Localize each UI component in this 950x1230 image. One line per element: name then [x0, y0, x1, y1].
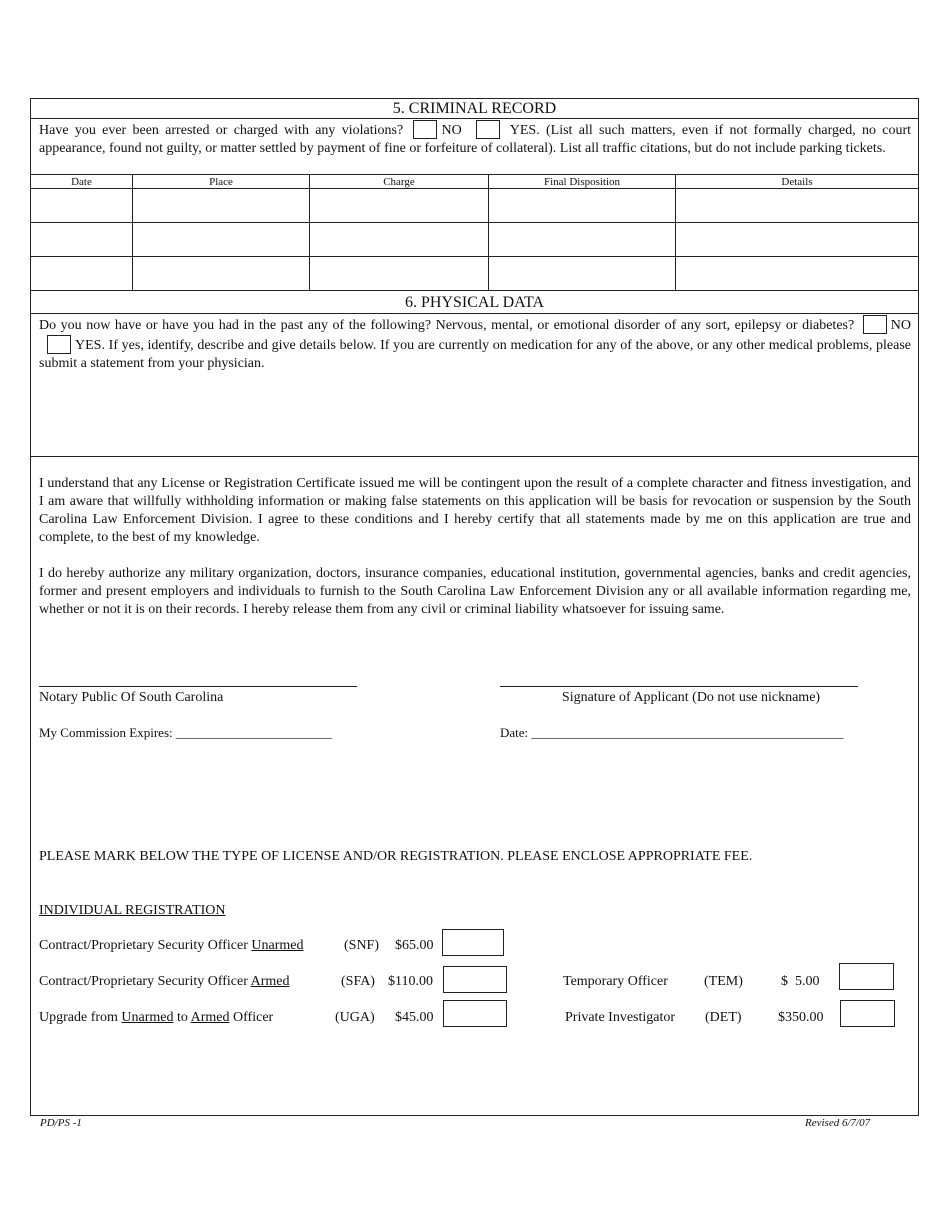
physical-no-checkbox[interactable] — [863, 315, 887, 334]
col-final-disposition: Final Disposition — [489, 175, 676, 189]
upgrade-label-post: Officer — [229, 1010, 274, 1025]
divider — [30, 456, 919, 457]
table-cell[interactable] — [133, 189, 310, 223]
divider — [30, 118, 919, 119]
understanding-statement: I understand that any License or Registration Certificate issued me will be contingent upon the result of a complete character and fitness investigation, and I am aware that willfully withholding information or making false statements on this application will be basis for revocation or suspension by the South Carolina Law Enforcement Division. I agree to these conditions and I hereby certify that all statements made by me on this application are true and complete, to the best of my knowledge. — [39, 476, 911, 545]
table-cell[interactable] — [676, 257, 919, 291]
physical-data-title: 6. PHYSICAL DATA — [404, 294, 545, 311]
table-cell[interactable] — [489, 189, 676, 223]
physical-question-block — [39, 315, 911, 373]
table-cell[interactable] — [676, 189, 919, 223]
date-row — [500, 725, 843, 741]
notary-label: Notary Public Of South Carolina — [39, 690, 224, 705]
upgrade-label-unarmed: Unarmed — [121, 1010, 174, 1025]
unarmed-label-word: Unarmed — [251, 938, 304, 953]
table-cell[interactable] — [133, 223, 310, 257]
table-cell[interactable] — [310, 189, 489, 223]
armed-code: (SFA) — [341, 974, 375, 989]
table-cell[interactable] — [310, 223, 489, 257]
unarmed-fee: $65.00 — [395, 938, 434, 953]
notary-signature-line[interactable] — [39, 686, 357, 687]
upgrade-label-mid: to — [173, 1010, 191, 1025]
criminal-no-label: NO — [441, 123, 462, 138]
armed-officer-label — [39, 974, 290, 990]
individual-registration-heading: INDIVIDUAL REGISTRATION — [39, 903, 226, 918]
criminal-question-block — [39, 120, 911, 158]
table-cell[interactable] — [133, 257, 310, 291]
unarmed-code: (SNF) — [344, 938, 380, 953]
divider — [30, 313, 919, 314]
investigator-checkbox[interactable] — [840, 1000, 895, 1027]
col-details: Details — [676, 175, 919, 189]
upgrade-code: (UGA) — [335, 1010, 375, 1025]
table-cell[interactable] — [489, 223, 676, 257]
unarmed-checkbox[interactable] — [442, 929, 504, 956]
table-cell[interactable] — [310, 257, 489, 291]
col-charge: Charge — [310, 175, 489, 189]
armed-fee: $110.00 — [388, 974, 433, 989]
armed-label-word: Armed — [250, 974, 290, 989]
upgrade-label-pre: Upgrade from — [39, 1010, 122, 1025]
table-cell[interactable] — [676, 223, 919, 257]
table-cell[interactable] — [31, 223, 133, 257]
table-cell[interactable] — [489, 257, 676, 291]
date-blank[interactable]: ________________________________________________ — [531, 725, 844, 740]
temporary-code: (TEM) — [704, 974, 743, 989]
criminal-record-title: 5. CRIMINAL RECORD — [392, 100, 557, 117]
physical-yes-checkbox[interactable] — [47, 335, 71, 354]
commission-label: My Commission Expires: — [39, 725, 173, 740]
investigator-fee: $350.00 — [778, 1010, 824, 1025]
unarmed-label-pre: Contract/Proprietary Security Officer — [39, 938, 252, 953]
table-row — [31, 223, 919, 257]
upgrade-fee: $45.00 — [395, 1010, 434, 1025]
temporary-fee: $ 5.00 — [781, 974, 820, 989]
temporary-checkbox[interactable] — [839, 963, 894, 990]
license-instruction: PLEASE MARK BELOW THE TYPE OF LICENSE AND/OR REGISTRATION. PLEASE ENCLOSE APPROPRIATE FEE. — [39, 849, 753, 864]
criminal-question: Have you ever been arrested or charged with any violations? — [39, 123, 404, 138]
criminal-yes-label: YES. — [509, 123, 540, 138]
table-cell[interactable] — [31, 257, 133, 291]
investigator-code: (DET) — [705, 1010, 742, 1025]
authorization-statement: I do hereby authorize any military organization, doctors, insurance companies, educational institution, governmental agencies, banks and credit agencies, former and present employers and individuals to furnish to the South Carolina Law Enforcement Division any or all available information regarding me, whether or not it is on their records. I hereby release them from any civil or criminal liability whatsoever for issuing same. — [39, 566, 911, 617]
armed-checkbox[interactable] — [443, 966, 507, 993]
unarmed-officer-label — [39, 938, 304, 954]
physical-yes-label: YES. — [75, 338, 105, 353]
commission-blank[interactable]: ________________________ — [175, 725, 332, 740]
applicant-signature-line[interactable] — [500, 686, 858, 687]
commission-row — [39, 725, 332, 741]
private-investigator-label: Private Investigator — [565, 1010, 676, 1025]
table-cell[interactable] — [31, 189, 133, 223]
physical-no-label: NO — [890, 318, 912, 333]
armed-label-pre: Contract/Proprietary Security Officer — [39, 974, 251, 989]
criminal-record-table — [30, 174, 919, 291]
revised-date: Revised 6/7/07 — [805, 1117, 871, 1129]
criminal-instruction: (List all such matters, even if not formally charged, no court appearance, found not guilty, or matter settled by payment of fine or forfeiture of collateral). List all traffic citations, but do not include parking tickets. — [39, 123, 912, 156]
form-id: PD/PS -1 — [40, 1117, 82, 1129]
upgrade-label-armed: Armed — [190, 1010, 230, 1025]
upgrade-checkbox[interactable] — [443, 1000, 507, 1027]
physical-details-area[interactable] — [39, 370, 911, 454]
date-label: Date: — [500, 725, 529, 740]
criminal-yes-checkbox[interactable] — [476, 120, 500, 139]
upgrade-label — [39, 1010, 273, 1026]
physical-question-end: If yes, identify, describe and give details below. If you are currently on medication for any of the above, or any other medical problems, please submit a statement from your physician. — [39, 338, 912, 371]
applicant-signature-label: Signature of Applicant (Do not use nickname) — [561, 690, 821, 705]
col-date: Date — [31, 175, 133, 189]
table-row — [31, 189, 919, 223]
physical-question-start: Do you now have or have you had in the past any of the following? Nervous, mental, or emotional disorder of any sort, epilepsy or diabetes? — [39, 318, 855, 333]
table-header-row — [31, 175, 919, 189]
criminal-no-checkbox[interactable] — [413, 120, 437, 139]
table-row — [31, 257, 919, 291]
temporary-officer-label: Temporary Officer — [563, 974, 668, 989]
col-place: Place — [133, 175, 310, 189]
